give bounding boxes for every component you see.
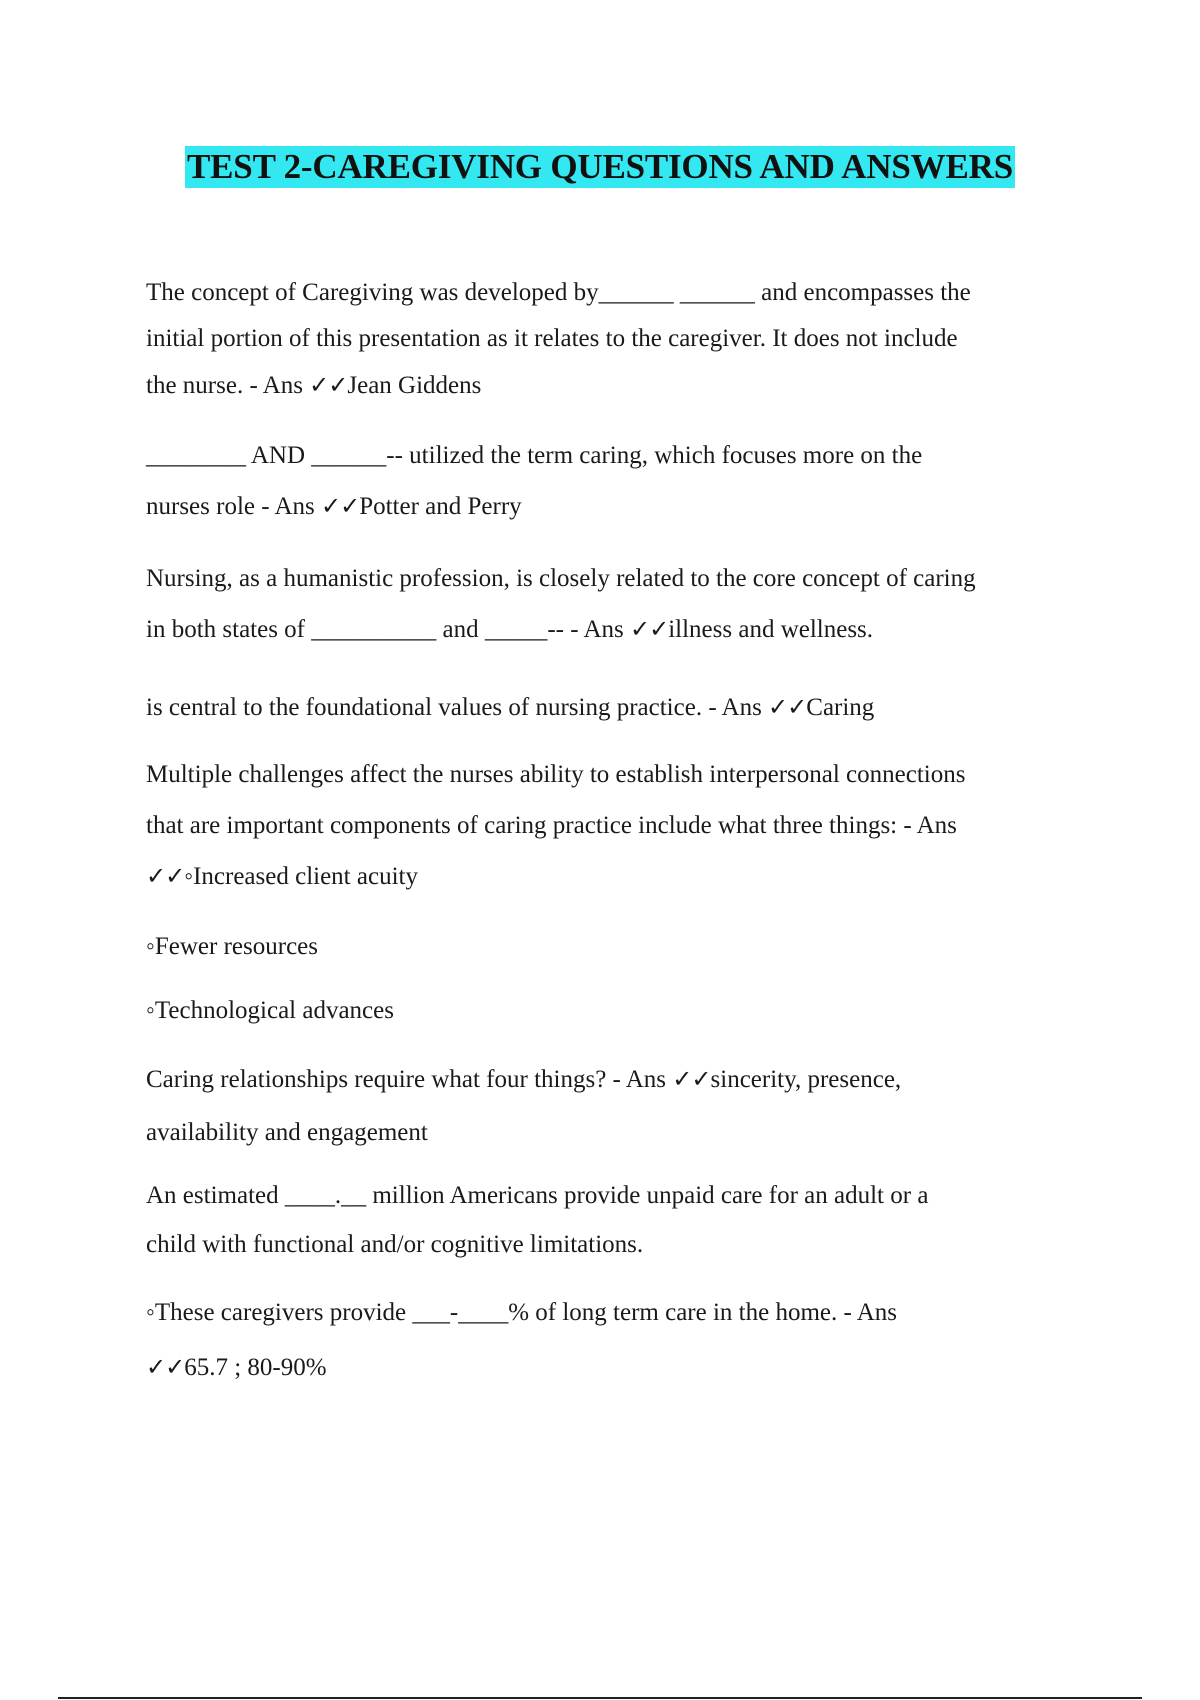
- text-line: that are important components of caring practice include what three things: - Ans: [146, 812, 957, 839]
- double-check-icon: ✓✓: [629, 615, 669, 643]
- footer-divider: [58, 1697, 1142, 1699]
- text-line: ◦Fewer resources: [146, 933, 318, 960]
- text-line-start: is central to the foundational values of nursing practice. - Ans: [146, 694, 769, 721]
- bullet-item: [146, 922, 1086, 972]
- qa-paragraph-1: [146, 270, 1086, 409]
- answer-text: Jean Giddens: [347, 372, 482, 399]
- text-line: [146, 1053, 1086, 1106]
- double-check-icon: ✓✓: [320, 492, 360, 520]
- title-container: [0, 146, 1200, 188]
- text-line: child with functional and/or cognitive limitations.: [146, 1231, 644, 1258]
- text-line: [146, 481, 1086, 532]
- text-line-start: Caring relationships require what four things? - Ans: [146, 1066, 673, 1093]
- text-line: [146, 851, 1086, 902]
- text-line-start: the nurse. - Ans: [146, 372, 310, 399]
- qa-paragraph-8: [146, 1286, 1086, 1395]
- double-check-icon: ✓✓: [672, 1065, 711, 1093]
- answer-text: Caring: [806, 694, 875, 721]
- document-title: TEST 2-CAREGIVING QUESTIONS AND ANSWERS: [187, 147, 1013, 186]
- answer-text: ◦Increased client acuity: [184, 863, 418, 890]
- text-line: [146, 682, 1086, 733]
- answer-text: Potter and Perry: [359, 493, 522, 520]
- text-line: [146, 604, 1086, 655]
- answer-text: 65.7 ; 80-90%: [184, 1354, 327, 1381]
- qa-paragraph-7: [146, 1171, 1086, 1269]
- bullet-item: [146, 986, 1086, 1036]
- double-check-icon: ✓✓: [309, 371, 348, 399]
- qa-paragraph-6: [146, 1053, 1086, 1159]
- text-line-start: in both states of __________ and _____-- - Ans: [146, 616, 630, 643]
- qa-paragraph-4: [146, 682, 1086, 733]
- text-line: [146, 362, 1086, 409]
- text-line: ◦These caregivers provide ___-____% of long term care in the home. - Ans: [146, 1299, 897, 1326]
- qa-paragraph-2: [146, 431, 1086, 532]
- text-line-start: nurses role - Ans: [146, 493, 321, 520]
- text-line: ________ AND ______-- utilized the term caring, which focuses more on the: [146, 442, 923, 469]
- text-line: initial portion of this presentation as it relates to the caregiver. It does not include: [146, 325, 958, 352]
- double-check-icon: ✓✓: [768, 693, 807, 721]
- text-line: Multiple challenges affect the nurses ability to establish interpersonal connections: [146, 761, 966, 788]
- text-line: ◦Technological advances: [146, 997, 394, 1024]
- text-line: [146, 1340, 1086, 1395]
- double-check-icon: ✓✓: [146, 862, 185, 890]
- qa-paragraph-3: [146, 554, 1086, 655]
- answer-text: illness and wellness.: [668, 616, 874, 643]
- answer-text: sincerity, presence,: [710, 1066, 902, 1093]
- qa-paragraph-5: [146, 749, 1086, 902]
- text-line: availability and engagement: [146, 1119, 428, 1146]
- document-body: [146, 270, 1086, 1395]
- double-check-icon: ✓✓: [146, 1353, 185, 1381]
- text-line: Nursing, as a humanistic profession, is closely related to the core concept of caring: [146, 565, 976, 592]
- text-line: The concept of Caregiving was developed by______ ______ and encompasses the: [146, 279, 971, 306]
- text-line: An estimated ____.__ million Americans provide unpaid care for an adult or a: [146, 1182, 929, 1209]
